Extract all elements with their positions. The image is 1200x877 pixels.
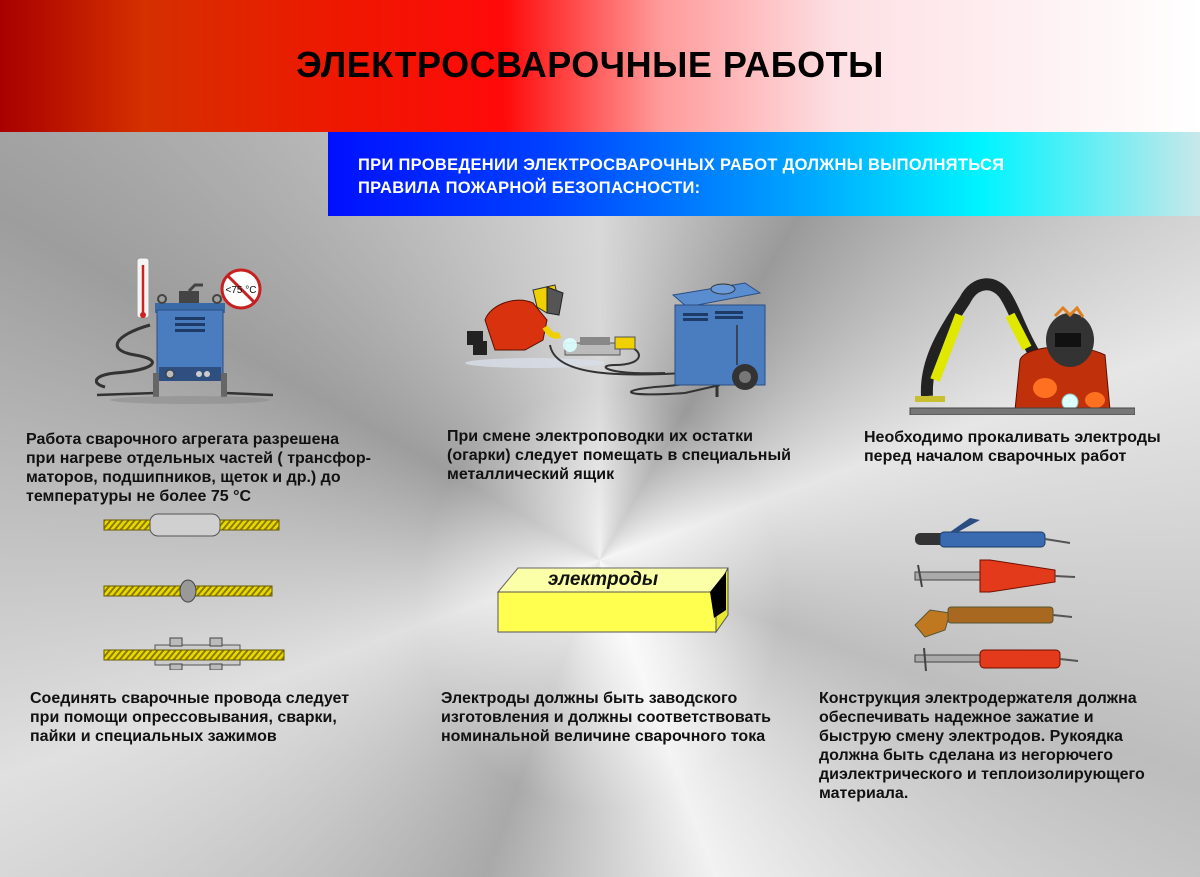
caption-line: При смене электроповодки их остатки: [447, 428, 753, 445]
rule-6-caption: [819, 689, 1145, 803]
rule-3-caption: [864, 428, 1161, 466]
subtitle-text: [358, 154, 1004, 200]
caption-line: (огарки) следует помещать в специальный: [447, 447, 791, 464]
electrode-holders-icon: [910, 515, 1090, 675]
welding-transformer-thermometer-icon: [95, 255, 275, 405]
caption-line: Необходимо прокаливать электроды: [864, 429, 1161, 446]
holder-red-2: [915, 648, 1078, 671]
crimped-connection: [104, 514, 279, 536]
welded-connection: [104, 580, 272, 602]
electrode-box-icon: [488, 560, 738, 640]
holder-red-1: [915, 560, 1075, 592]
temperature-limit-badge: [222, 270, 260, 308]
rule-4-caption: [30, 689, 349, 746]
caption-line: пайки и специальных зажимов: [30, 728, 277, 745]
svg-text:электроды: электроды: [547, 569, 659, 590]
caption-line: температуры не более 75 °С: [26, 488, 252, 505]
caption-line: при нагреве отдельных частей ( трансфор-: [26, 450, 371, 467]
caption-line: диэлектрического и теплоизолирующего: [819, 766, 1145, 783]
caption-line: Соединять сварочные провода следует: [30, 690, 350, 707]
rule-1-caption: [26, 430, 371, 506]
caption-line: при помощи опрессовывания, сварки,: [30, 709, 337, 726]
page-title: [0, 44, 1200, 86]
clamp-connection: [104, 638, 284, 670]
caption-line: перед началом сварочных работ: [864, 448, 1127, 465]
header-banner: [0, 0, 1200, 132]
caption-line: маторов, подшипников, щеток и др.) до: [26, 469, 341, 486]
holder-brown: [915, 607, 1072, 637]
welder-fume-extractor-icon: [905, 270, 1135, 415]
caption-line: быструю смену электродов. Рукоядка: [819, 728, 1123, 745]
caption-line: должна быть сделана из негорючего: [819, 747, 1113, 764]
rule-5-caption: [441, 689, 771, 746]
caption-line: обеспечивать надежное зажатие и: [819, 709, 1094, 726]
welder-kneeling-icon: [455, 265, 775, 405]
caption-line: металлический ящик: [447, 466, 615, 483]
caption-line: номинальной величине сварочного тока: [441, 728, 766, 745]
subtitle-line-1: ПРИ ПРОВЕДЕНИИ ЭЛЕКТРОСВАРОЧНЫХ РАБОТ ДОЛЖНЫ ВЫПОЛНЯТЬСЯ: [358, 156, 1005, 174]
page-title-text: ЭЛЕКТРОСВАРОЧНЫЕ РАБОТЫ: [296, 44, 884, 85]
subtitle-banner: [328, 132, 1200, 216]
caption-line: материала.: [819, 785, 909, 802]
caption-line: Конструкция электродержателя должна: [819, 690, 1137, 707]
caption-line: Работа сварочного агрегата разрешена: [26, 431, 340, 448]
cable-connections-icon: [100, 510, 285, 670]
subtitle-line-2: ПРАВИЛА ПОЖАРНОЙ БЕЗОПАСНОСТИ:: [358, 179, 701, 197]
caption-line: изготовления и должны соответствовать: [441, 709, 772, 726]
rule-2-caption: [447, 427, 791, 484]
svg-text:<75 °C: <75 °C: [225, 285, 257, 296]
caption-line: Электроды должны быть заводского: [441, 690, 738, 707]
holder-blue: [915, 518, 1070, 547]
